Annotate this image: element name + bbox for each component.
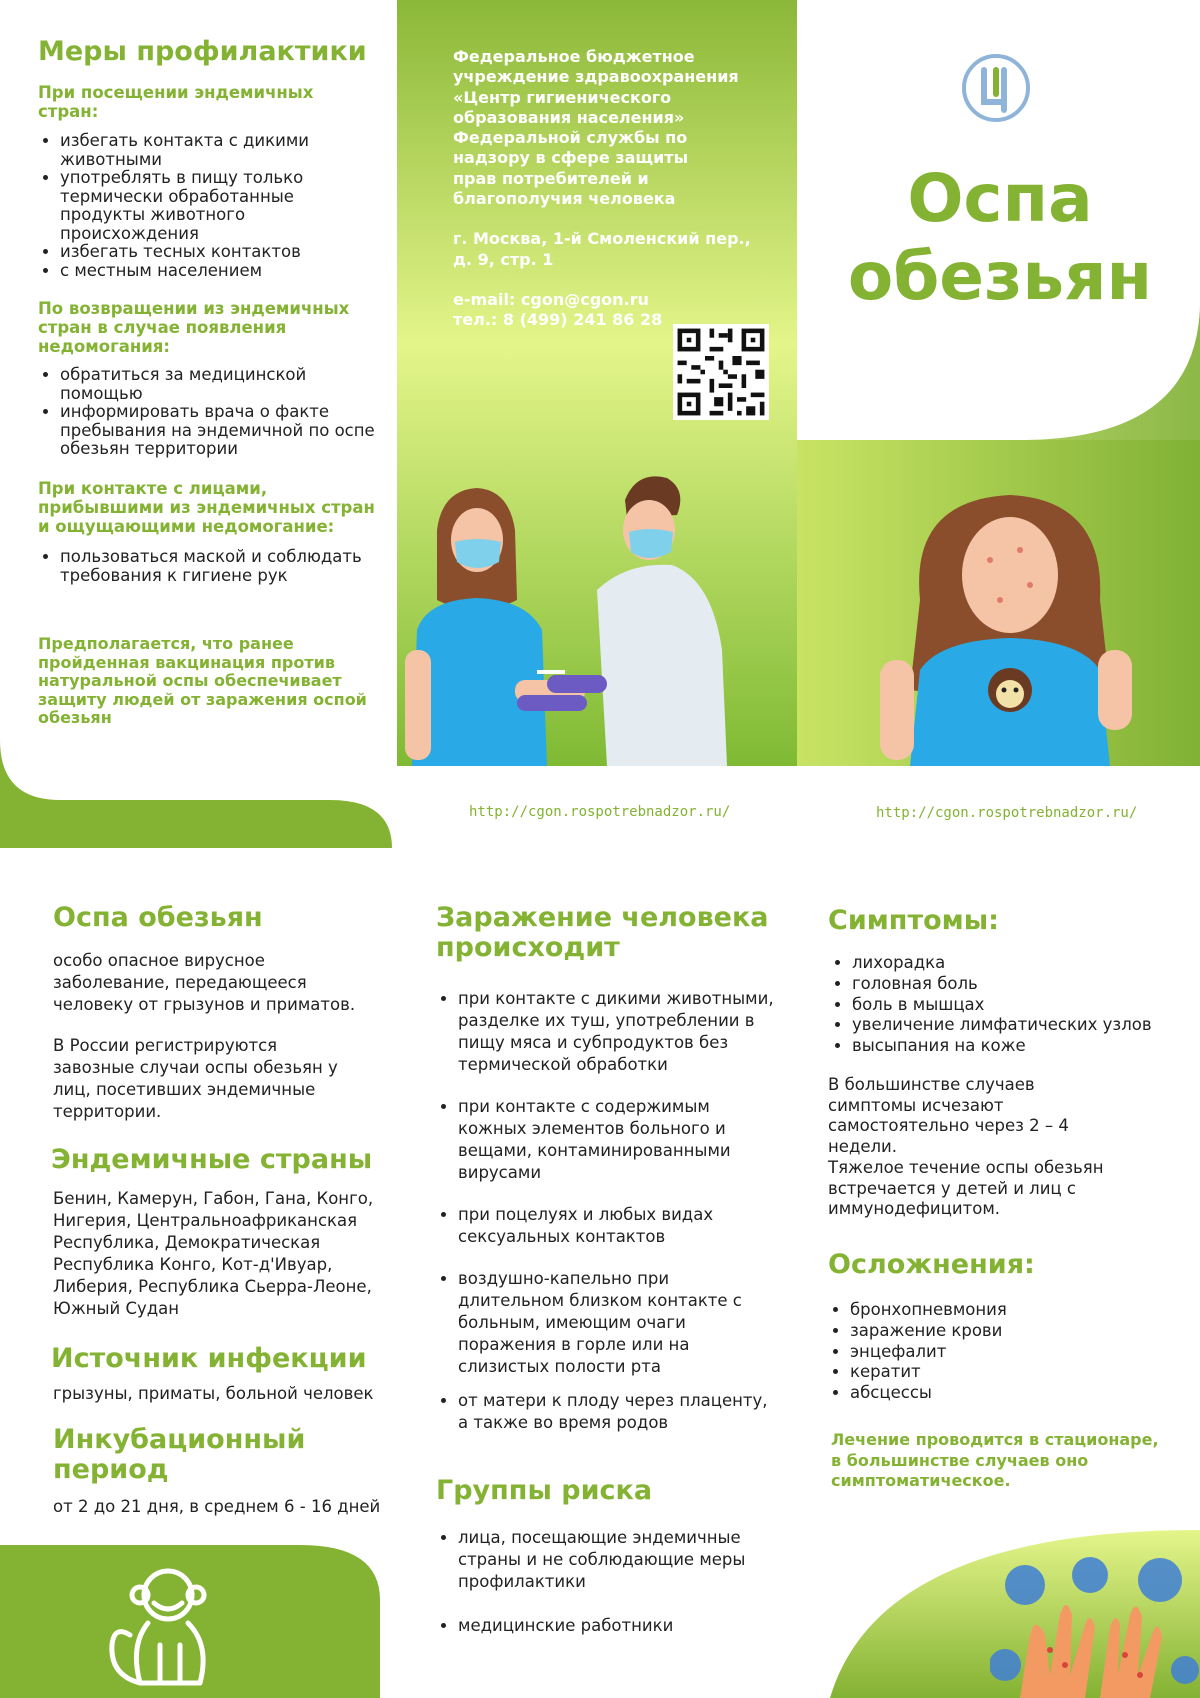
org-name-line: Федеральное бюджетное bbox=[453, 47, 695, 66]
list-item: • употреблять в пищу только термически обработанные продукты животного происхождения bbox=[60, 169, 380, 243]
prevention-list-visit bbox=[38, 132, 380, 280]
list-item: • абсцессы bbox=[850, 1383, 1170, 1404]
org-name-line: Федеральной службы по bbox=[453, 128, 688, 148]
list-item: • при поцелуях и любых видах сексуальных контактов bbox=[458, 1204, 778, 1248]
list-item: • избегать тесных контактов bbox=[60, 243, 380, 262]
treatment-note: Лечение проводится в стационаре, в большинстве случаев оно симптоматическое. bbox=[831, 1430, 1159, 1490]
list-item: • воздушно-капельно при длительном близком контакте с больным, имеющим очаги поражения в горле или на слизистых полости рта bbox=[458, 1268, 778, 1378]
list-item: • энцефалит bbox=[850, 1342, 1170, 1363]
monkey-icon bbox=[100, 1565, 230, 1690]
cover-title-line2: обезьян bbox=[847, 238, 1153, 315]
prevention-list-contact bbox=[38, 548, 380, 585]
cgon-logo-icon bbox=[960, 52, 1032, 124]
list-item: • лица, посещающие эндемичные страны и не соблюдающие меры профилактики bbox=[458, 1527, 778, 1593]
list-item: • обратиться за медицинской помощью bbox=[60, 366, 380, 403]
org-name-line: надзору в сфере защиты bbox=[453, 148, 689, 168]
prevention-title: Меры профилактики bbox=[38, 36, 367, 67]
endemic-countries-title: Эндемичные страны bbox=[51, 1144, 373, 1175]
org-name-line: учреждение здравоохранения bbox=[453, 67, 739, 87]
list-item: • медицинские работники bbox=[458, 1615, 778, 1637]
incubation-title: Инкубационный период bbox=[53, 1424, 306, 1485]
list-item: • пользоваться маской и соблюдать требования к гигиене рук bbox=[60, 548, 380, 585]
list-item: • бронхопневмония bbox=[850, 1300, 1170, 1321]
disease-description: особо опасное вирусное заболевание, передающееся человеку от грызунов и приматов. bbox=[53, 951, 356, 1014]
website-link-right[interactable]: http://cgon.rospotrebnadzor.ru/ bbox=[876, 805, 1138, 821]
vaccination-illustration bbox=[397, 470, 797, 766]
symptoms-title: Симптомы: bbox=[828, 905, 999, 936]
transmission-title: Заражение человека происходит bbox=[436, 902, 769, 963]
transmission-list bbox=[436, 988, 778, 1434]
list-item: • высыпания на коже bbox=[852, 1036, 1192, 1057]
prevention-subtitle-visit: При посещении эндемичных стран: bbox=[38, 83, 314, 121]
list-item: • кератит bbox=[850, 1362, 1170, 1383]
org-name-line: образования населения» bbox=[453, 107, 685, 127]
list-item: • от матери к плоду через плаценту, а также во время родов bbox=[458, 1390, 778, 1434]
severe-course-text: Тяжелое течение оспы обезьян встречается у детей и лиц с иммунодефицитом. bbox=[828, 1158, 1104, 1218]
sick-girl-illustration bbox=[870, 490, 1140, 766]
list-item: • при контакте с дикими животными, разделке их туш, употреблении в пищу мяса и субпродуктов без термической обработки bbox=[458, 988, 778, 1076]
list-item: • при контакте с содержимым кожных элементов больного и вещами, контаминированными вирусами bbox=[458, 1096, 778, 1184]
org-address-line: д. 9, стр. 1 bbox=[453, 249, 554, 269]
infection-source-text: грызуны, приматы, больной человек bbox=[53, 1384, 374, 1403]
disease-title: Оспа обезьян bbox=[53, 902, 263, 933]
organization-info bbox=[453, 47, 763, 331]
risk-groups-title: Группы риска bbox=[436, 1475, 653, 1506]
org-name-line: прав потребителей и bbox=[453, 168, 649, 188]
list-item: • боль в мышцах bbox=[852, 995, 1192, 1016]
risk-groups-list bbox=[436, 1527, 778, 1637]
symptoms-duration-text: В большинстве случаев симптомы исчезают самостоятельно через 2 – 4 недели. bbox=[828, 1075, 1069, 1156]
list-item: • избегать контакта с дикими животными bbox=[60, 132, 380, 169]
vaccination-note: Предполагается, что ранее пройденная вакцинация против натуральной оспы обеспечивает защиту людей от заражения оспой обезьян bbox=[38, 634, 367, 727]
endemic-countries-list: Бенин, Камерун, Габон, Гана, Конго, Нигерия, Центральноафриканская Республика, Демократическая Республика Конго, Кот-д'Ивуар, Либерия, Республика Сьерра-Леоне, Южный Судан bbox=[53, 1189, 374, 1318]
list-item: • лихорадка bbox=[852, 953, 1192, 974]
list-item: • увеличение лимфатических узлов bbox=[852, 1015, 1192, 1036]
cover-title-line1: Оспа bbox=[907, 160, 1093, 237]
list-item: • с местным населением bbox=[60, 262, 380, 281]
symptoms-list bbox=[830, 953, 1192, 1057]
complications-title: Осложнения: bbox=[828, 1249, 1035, 1280]
org-phone: тел.: 8 (499) 241 86 28 bbox=[453, 310, 663, 330]
russia-cases-text: В России регистрируются завозные случаи оспы обезьян у лиц, посетивших эндемичные территории. bbox=[53, 1036, 338, 1121]
virus-hands-illustration bbox=[990, 1555, 1200, 1698]
list-item: • головная боль bbox=[852, 974, 1192, 995]
cover-title bbox=[800, 160, 1200, 316]
prevention-subtitle-return: По возвращении из эндемичных стран в случае появления недомогания: bbox=[38, 299, 350, 356]
prevention-list-return bbox=[38, 366, 380, 459]
website-link-middle[interactable]: http://cgon.rospotrebnadzor.ru/ bbox=[469, 804, 731, 820]
list-item: • информировать врача о факте пребывания на эндемичной по оспе обезьян территории bbox=[60, 403, 380, 459]
prevention-subtitle-contact: При контакте с лицами, прибывшими из эндемичных стран и ощущающими недомогание: bbox=[38, 479, 375, 536]
qr-code bbox=[673, 324, 769, 420]
org-name-line: благополучия человека bbox=[453, 189, 676, 209]
org-email: e-mail: cgon@cgon.ru bbox=[453, 289, 649, 309]
org-address-line: г. Москва, 1-й Смоленский пер., bbox=[453, 229, 751, 249]
complications-list bbox=[828, 1300, 1170, 1404]
list-item: • заражение крови bbox=[850, 1321, 1170, 1342]
qr-code-icon bbox=[673, 324, 769, 420]
infection-source-title: Источник инфекции bbox=[51, 1343, 367, 1374]
incubation-text: от 2 до 21 дня, в среднем 6 - 16 дней bbox=[53, 1497, 381, 1516]
org-name-line: «Центр гигиенического bbox=[453, 87, 672, 107]
